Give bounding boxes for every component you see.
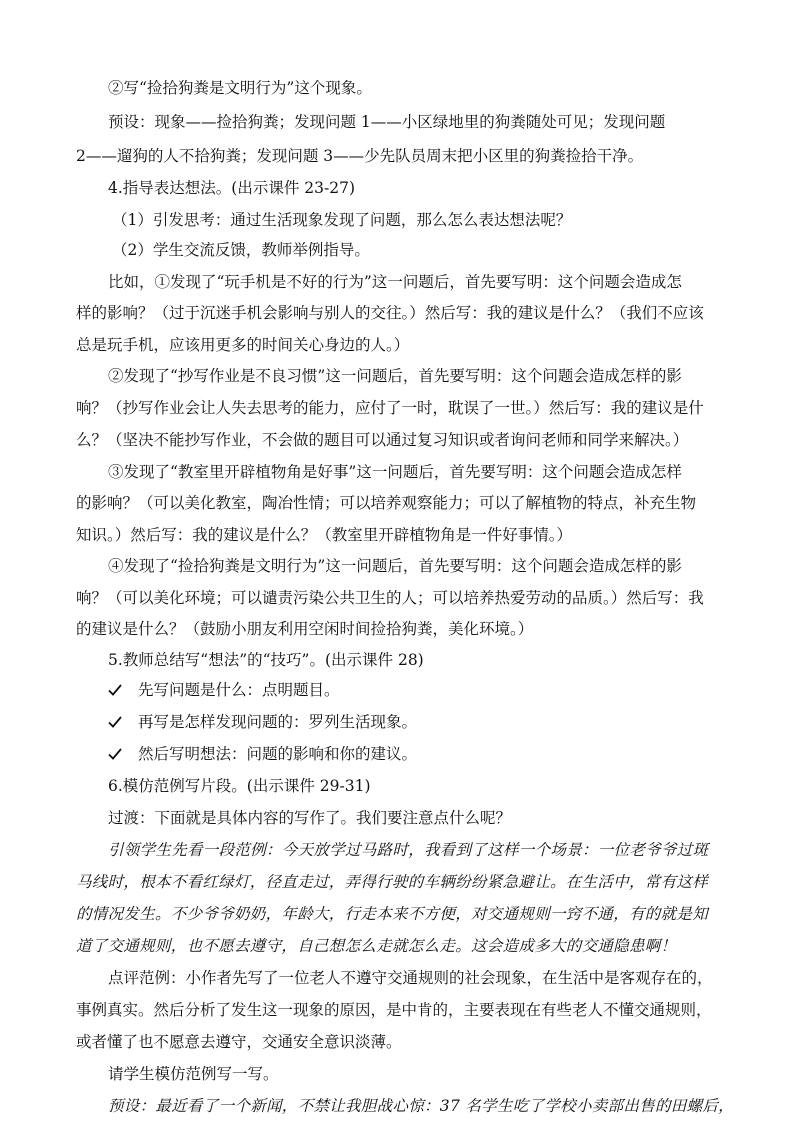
- text-line: 过渡：下面就是具体内容的写作了。我们要注意点什么呢？: [108, 809, 512, 827]
- text-line: 的建议是什么？（鼓励小朋友利用空闲时间捡拾狗粪，美化环境。）: [76, 620, 534, 638]
- checkmark-icon: [108, 744, 124, 764]
- example-line: 道了交通规则，也不愿去遵守，自己想怎么走就怎么走。这会造成多大的交通隐患啊！: [76, 937, 677, 955]
- text-line: 响？（可以美化环境；可以谴责污染公共卫生的人；可以培养热爱劳动的品质。）然后写：我: [76, 589, 704, 607]
- text-line: 请学生模仿范例写一写。: [108, 1065, 279, 1083]
- text-line: 总是玩手机，应该用更多的时间关心身边的人。）: [76, 336, 410, 354]
- list-item: 先写问题是什么：点明题目。: [138, 681, 340, 699]
- text-line: 比如，①发现了“玩手机是不好的行为”这一问题后，首先要写明：这个问题会造成怎: [108, 273, 682, 291]
- checkmark-icon: [108, 680, 124, 700]
- text-line: 2——遛狗的人不拾狗粪；发现问题 3——少先队员周末把小区里的狗粪捡拾干净。: [76, 147, 644, 165]
- text-line: ③发现了“教室里开辟植物角是好事”这一问题后，首先要写明：这个问题会造成怎样: [108, 463, 682, 481]
- example-line: 的情况发生。不少爷爷奶奶，年龄大，行走本来不方便，对交通规则一窍不通，有的就是知: [76, 905, 709, 923]
- text-line: 响？（抄写作业会让人失去思考的能力，应付了一时，耽误了一世。）然后写：我的建议是什: [76, 399, 704, 417]
- text-line: 么？（坚决不能抄写作业，不会做的题目可以通过复习知识或者询问老师和同学来解决。）: [76, 431, 689, 449]
- text-line: （1）引发思考：通过生活现象发现了问题，那么怎么表达想法呢？: [112, 211, 572, 229]
- text-line: ②发现了“抄写作业是不良习惯”这一问题后，首先要写明：这个问题会造成怎样的影: [108, 367, 682, 385]
- text-line: ②写“捡拾狗粪是文明行为”这个现象。: [108, 79, 372, 97]
- text-line: 知识。）然后写：我的建议是什么？（教室里开辟植物角是一件好事情。）: [76, 526, 573, 544]
- checkmark-icon: [108, 712, 124, 732]
- section-heading: 5.教师总结写“想法”的“技巧”。(出示课件 28): [108, 651, 424, 669]
- text-line: 的影响？（可以美化教室，陶冶性情；可以培养观察能力；可以了解植物的特点，补充生物: [76, 494, 697, 512]
- section-heading: 4.指导表达想法。(出示课件 23-27): [108, 179, 355, 197]
- text-line: 点评范例：小作者先写了一位老人不遵守交通规则的社会现象，在生活中是客观存在的，: [108, 969, 713, 987]
- text-line: 样的影响？（过于沉迷手机会影响与别人的交往。）然后写：我的建议是什么？（我们不应该: [76, 304, 704, 322]
- text-line: ④发现了“捡拾狗粪是文明行为”这一问题后，首先要写明：这个问题会造成怎样的影: [108, 557, 682, 575]
- text-line: 事例真实。然后分析了发生这一现象的原因，是中肯的，主要表现在有些老人不懂交通规则，: [76, 1001, 712, 1019]
- text-line: 预设：现象——捡拾狗粪；发现问题 1——小区绿地里的狗粪随处可见；发现问题: [108, 113, 666, 131]
- section-heading: 6.模仿范例写片段。(出示课件 29-31): [108, 777, 371, 795]
- text-line: 或者懂了也不愿意去遵守，交通安全意识淡薄。: [76, 1033, 402, 1051]
- example-line: 预设：最近看了一个新闻，不禁让我胆战心惊：37 名学生吃了学校小卖部出售的田螺后，: [108, 1097, 734, 1115]
- text-line: （2）学生交流反馈，教师举例指导。: [112, 241, 370, 259]
- example-line: 马线时，根本不看红绿灯，径直走过，弄得行驶的车辆纷纷紧急避让。在生活中，常有这样: [76, 873, 709, 891]
- list-item: 然后写明想法：问题的影响和你的建议。: [138, 745, 418, 763]
- list-item: 再写是怎样发现问题的：罗列生活现象。: [138, 713, 418, 731]
- example-line: 引领学生先看一段范例：今天放学过马路时，我看到了这样一个场景：一位老爷爷过斑: [108, 841, 709, 859]
